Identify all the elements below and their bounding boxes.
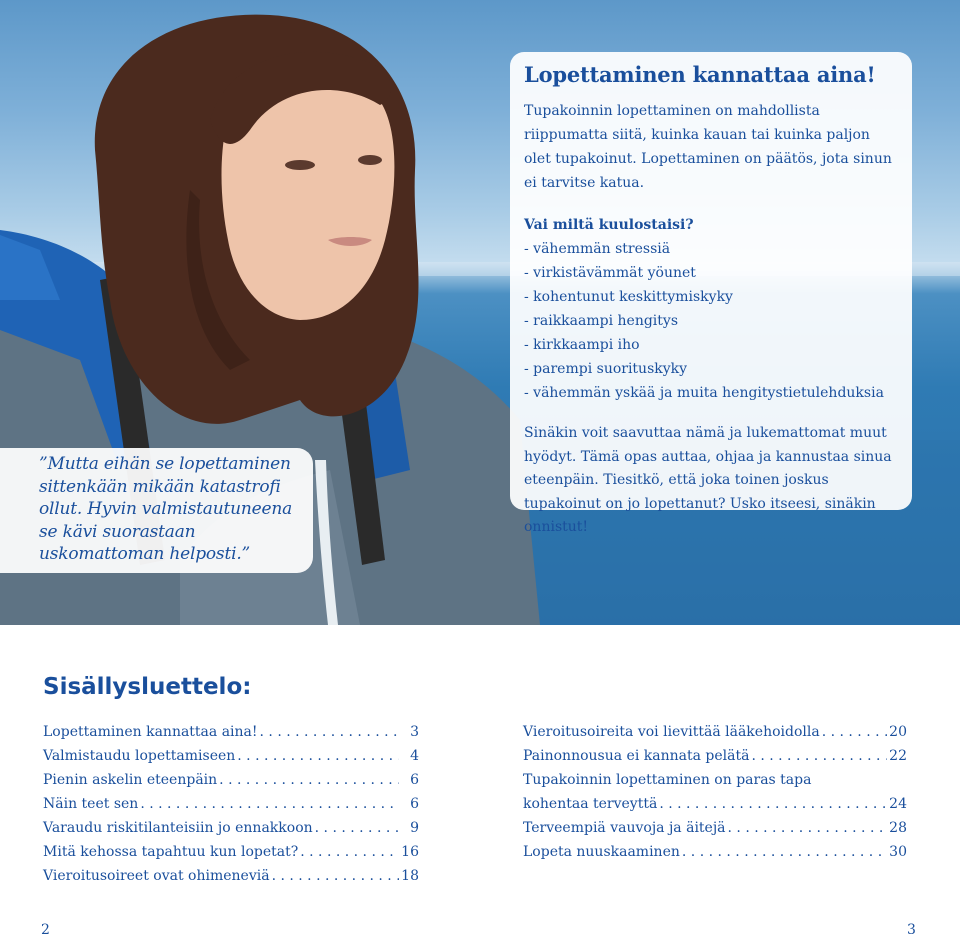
toc-entry-title: kohentaa terveyttä [523,796,658,812]
toc-leader-dots [272,864,399,888]
quote-text: ”Mutta eihän se lopettaminen sittenkään mikään katastrofi ollut. Hyvin valmistautuneena se kävi suorastaan uskomattoman helposti.” [39,454,293,564]
toc-leader-dots [237,744,399,768]
info-title: Lopettaminen kannattaa aina! [524,62,876,87]
toc-leader-dots [300,840,399,864]
toc-leader-dots [659,792,887,816]
toc-leader-dots [315,816,399,840]
quote-box [0,448,313,573]
toc-left-column [43,720,419,888]
info-outro: Sinäkin voit saavuttaa nämä ja lukemattomat muut hyödyt. Tämä opas auttaa, ohjaa ja kannustaa sinua eteenpäin. Tiesitkö, että joka toinen joskus tupakoinut on jo lopettanut? Usko itseesi, sinäkin onnistut! [524,425,892,535]
toc-entry-page: 4 [410,748,419,764]
toc-entry[interactable] [43,768,419,792]
toc-entry[interactable] [43,816,419,840]
benefit-item: - raikkaampi hengitys [524,313,678,329]
toc-entry[interactable] [523,792,907,816]
toc-entry[interactable] [43,744,419,768]
toc-entry-title: Painonnousua ei kannata pelätä [523,748,750,764]
toc-entry-page: 9 [410,820,419,836]
benefit-item: - vähemmän yskää ja muita hengitystietulehduksia [524,385,884,401]
page-number-left: 2 [41,922,50,938]
benefit-item: - vähemmän stressiä [524,241,671,257]
info-box [510,52,912,535]
toc-entry-title: Tupakoinnin lopettaminen on paras tapa [523,772,812,788]
toc-entry[interactable] [523,744,907,768]
toc-entry[interactable] [523,768,907,792]
info-subtitle: Vai miltä kuulostaisi? [524,217,694,233]
toc-heading: Sisällysluettelo: [43,674,252,700]
toc-entry-title: Pienin askelin eteenpäin [43,772,218,788]
toc-leader-dots [822,720,887,744]
toc-leader-dots [219,768,399,792]
benefit-item: - parempi suorituskyky [524,361,688,377]
benefit-item: - kirkkaampi iho [524,337,640,353]
toc-entry[interactable] [523,816,907,840]
toc-entry-title: Lopeta nuuskaaminen [523,844,680,860]
toc-leader-dots [260,720,399,744]
toc-leader-dots [682,840,887,864]
toc-entry-page: 3 [410,724,419,740]
toc-entry-title: Mitä kehossa tapahtuu kun lopetat? [43,844,299,860]
benefit-item: - virkistävämmät yöunet [524,265,696,281]
toc-entry[interactable] [43,840,419,864]
toc-leader-dots [751,744,887,768]
toc-entry-title: Lopettaminen kannattaa aina! [43,724,258,740]
page-number-right: 3 [907,922,916,938]
toc-entry[interactable] [523,720,907,744]
toc-entry-page: 18 [401,868,419,884]
toc-entry-page: 30 [889,844,907,860]
toc-entry-page: 22 [889,748,907,764]
info-intro: Tupakoinnin lopettaminen on mahdollista riippumatta siitä, kuinka kauan tai kuinka paljon olet tupakoinut. Lopettaminen on päätös, jota sinun ei tarvitse katua. [524,103,892,191]
toc-leader-dots [140,792,399,816]
toc-entry-page: 6 [410,796,419,812]
toc-entry-title: Terveempiä vauvoja ja äitejä [523,820,726,836]
toc-leader-dots [728,816,887,840]
toc-entry-title: Vieroitusoireita voi lievittää lääkehoidolla [523,724,820,740]
toc-entry-page: 28 [889,820,907,836]
benefit-item: - kohentunut keskittymiskyky [524,289,733,305]
toc-entry[interactable] [43,720,419,744]
toc-right-column [523,720,907,864]
toc-entry-page: 6 [410,772,419,788]
toc-entry[interactable] [43,864,419,888]
toc-entry-title: Varaudu riskitilanteisiin jo ennakkoon [43,820,313,836]
toc-entry-title: Vieroitusoireet ovat ohimeneviä [43,868,270,884]
toc-entry-page: 20 [889,724,907,740]
toc-entry[interactable] [523,840,907,864]
benefit-list [524,237,898,405]
toc-entry-page: 24 [889,796,907,812]
toc-entry-title: Näin teet sen [43,796,139,812]
toc-entry-title: Valmistaudu lopettamiseen [43,748,236,764]
toc-entry-page: 16 [401,844,419,860]
toc-entry[interactable] [43,792,419,816]
